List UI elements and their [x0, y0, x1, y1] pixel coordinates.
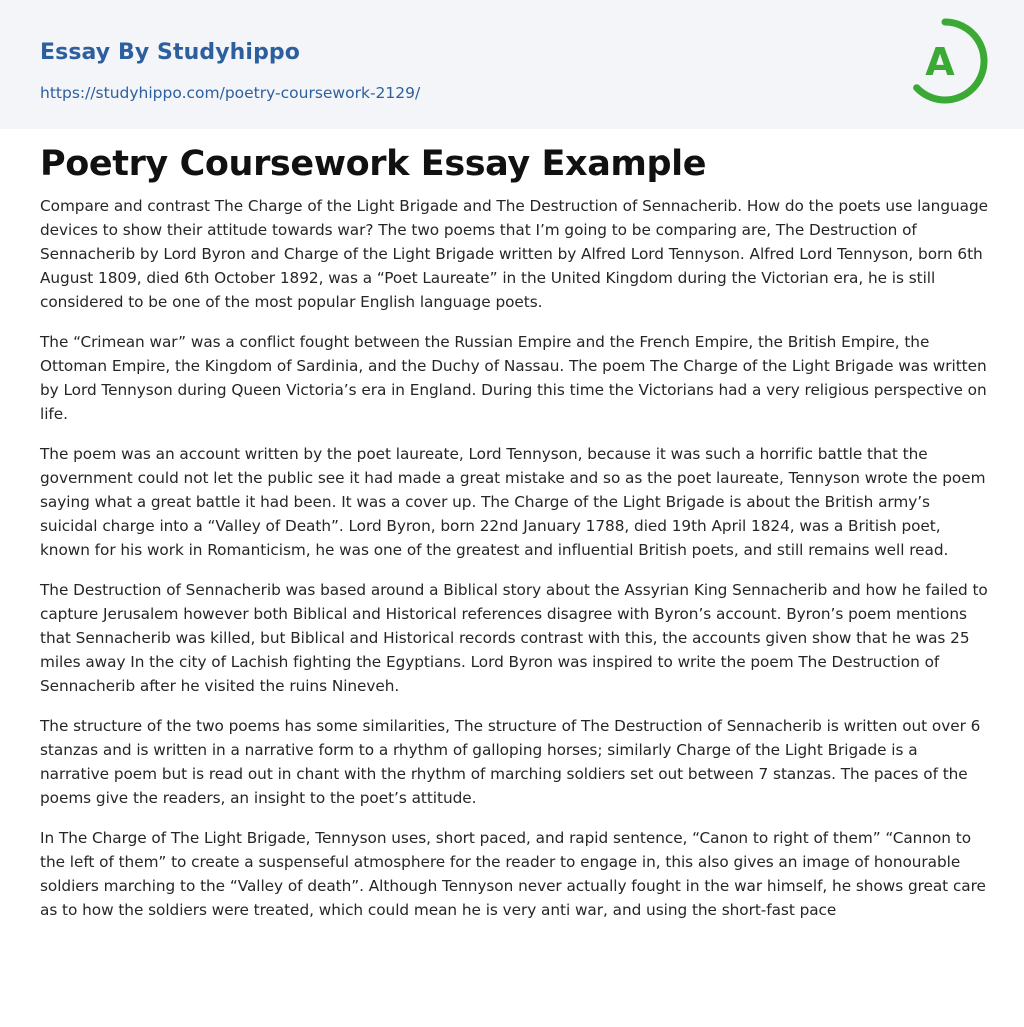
- article-paragraph: The poem was an account written by the poet laureate, Lord Tennyson, because it was such a horrific battle that the government could not let the public see it had made a great mistake and so as the poet laureate, Tennyson wrote the poem saying what a great battle it had been. It was a cover up. The Charge of the Light Brigade is about the British army’s suicidal charge into a “Valley of Death”. Lord Byron, born 22nd January 1788, died 19th April 1824, was a British poet, known for his work in Romanticism, he was one of the greatest and influential British poets, and still remains well read.: [40, 445, 986, 559]
- article-paragraph: In The Charge of The Light Brigade, Tennyson uses, short paced, and rapid sentence, “Canon to right of them” “Cannon to the left of them” to create a suspenseful atmosphere for the reader to engage in, this also gives an image of honourable soldiers marching to the “Valley of death”. Although Tennyson never actually fought in the war himself, he shows great care as to how the soldiers were treated, which could mean he is very anti war, and using the short-fast pace: [40, 829, 986, 919]
- page-url-link[interactable]: https://studyhippo.com/poetry-coursework-2129/: [40, 84, 421, 102]
- article-paragraph: The “Crimean war” was a conflict fought between the Russian Empire and the French Empire, the British Empire, the Ottoman Empire, the Kingdom of Sardinia, and the Duchy of Nassau. The poem The Charge of the Light Brigade was written by Lord Tennyson during Queen Victoria’s era in England. During this time the Victorians had a very religious perspective on life.: [40, 333, 987, 423]
- site-name[interactable]: Essay By Studyhippo: [40, 40, 300, 65]
- article-body: [40, 194, 990, 938]
- article-paragraph: The structure of the two poems has some similarities, The structure of The Destruction of Sennacherib is written out over 6 stanzas and is written in a narrative form to a rhythm of galloping horses; similarly Charge of the Light Brigade is a narrative poem but is read out in chant with the rhythm of marching soldiers set out between 7 stanzas. The paces of the poems give the readers, an insight to the poet’s attitude.: [40, 717, 981, 807]
- logo-letter: A: [925, 40, 955, 84]
- page-title: Poetry Coursework Essay Example: [40, 144, 707, 184]
- logo-graphic: [902, 18, 988, 104]
- letter-a-ring-logo[interactable]: [902, 18, 988, 104]
- article-paragraph: The Destruction of Sennacherib was based around a Biblical story about the Assyrian King Sennacherib and how he failed to capture Jerusalem however both Biblical and Historical references disagree with Byron’s account. Byron’s poem mentions that Sennacherib was killed, but Biblical and Historical records contrast with this, the accounts given show that he was 25 miles away In the city of Lachish fighting the Egyptians. Lord Byron was inspired to write the poem The Destruction of Sennacherib after he visited the ruins Nineveh.: [40, 581, 988, 695]
- article-paragraph: Compare and contrast The Charge of the Light Brigade and The Destruction of Sennacherib. How do the poets use language devices to show their attitude towards war? The two poems that I’m going to be comparing are, The Destruction of Sennacherib by Lord Byron and Charge of the Light Brigade written by Alfred Lord Tennyson. Alfred Lord Tennyson, born 6th August 1809, died 6th October 1892, was a “Poet Laureate” in the United Kingdom during the Victorian era, he is still considered to be one of the most popular English language poets.: [40, 197, 988, 311]
- site-header: [0, 0, 1024, 129]
